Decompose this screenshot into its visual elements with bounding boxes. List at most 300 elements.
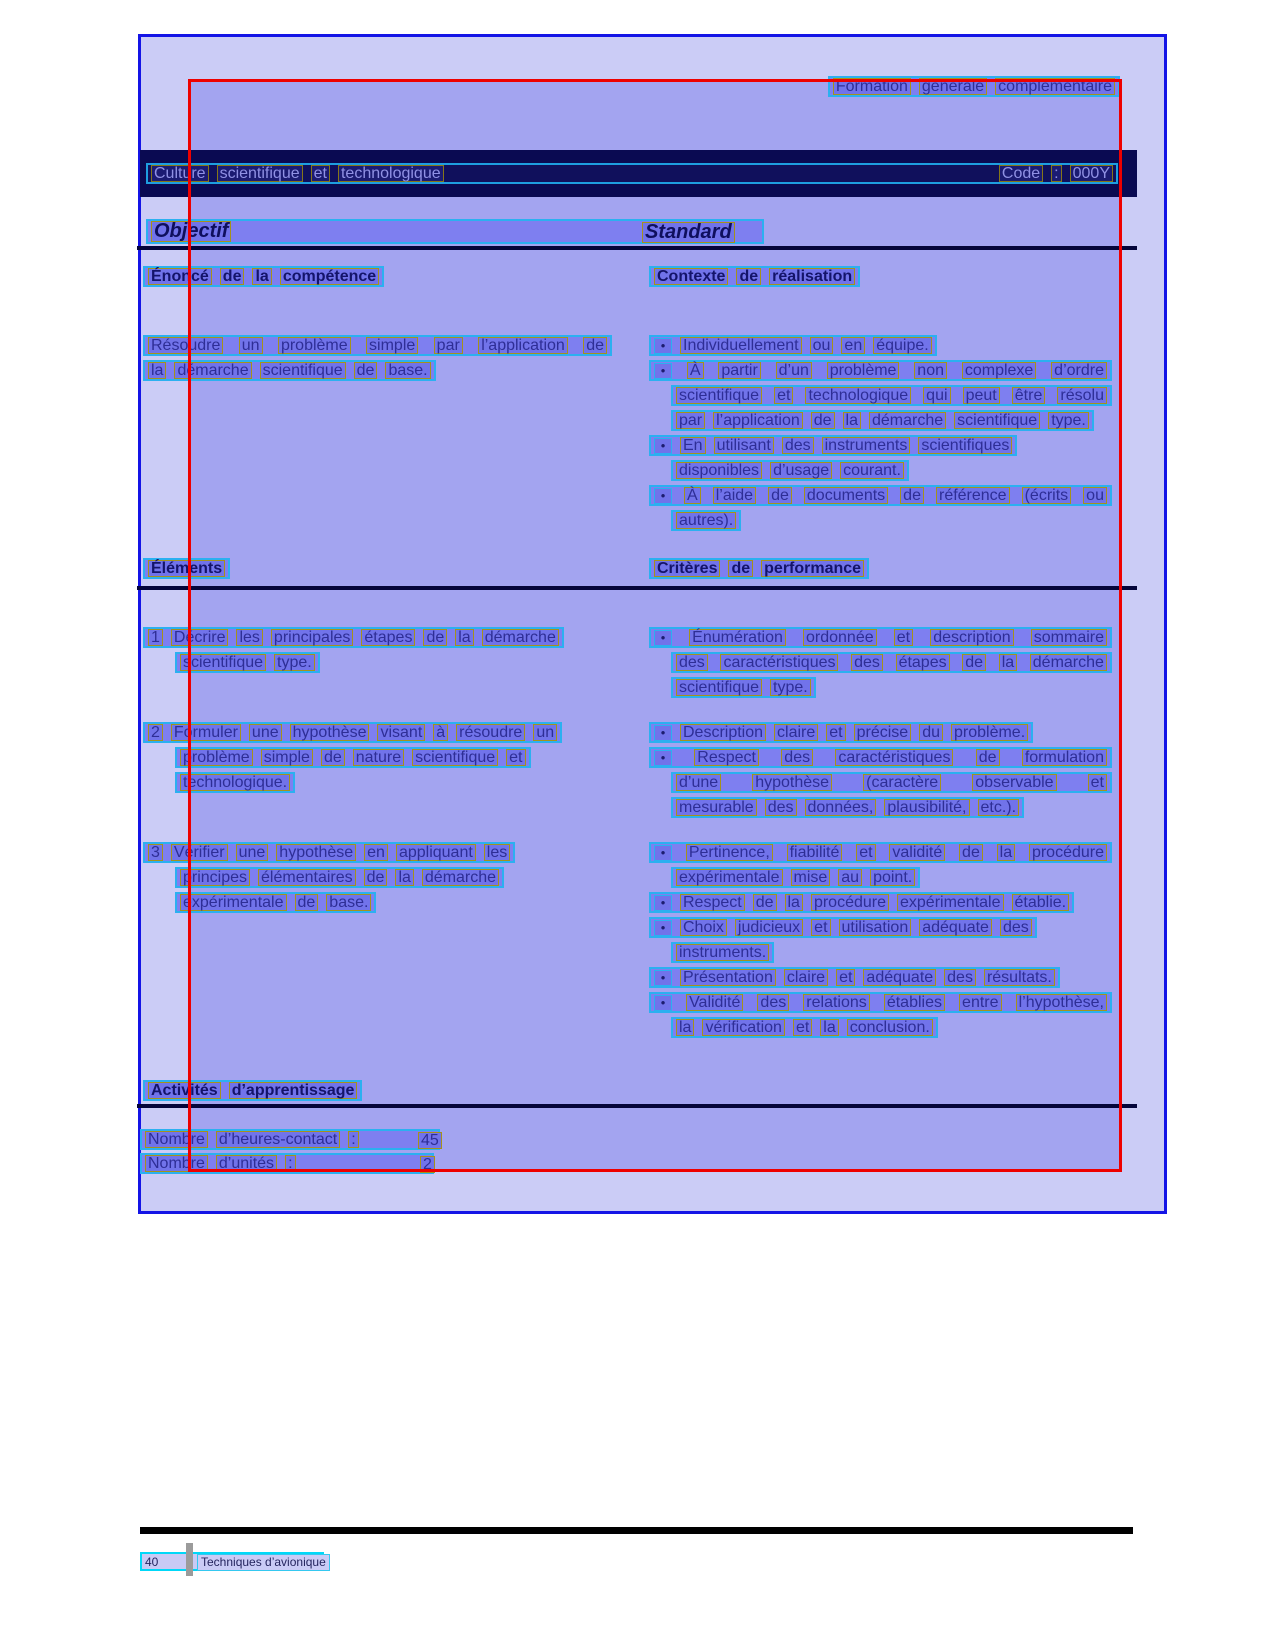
word-highlight-box: instruments: [822, 437, 911, 454]
text-line: [143, 558, 230, 583]
word-highlight-box: les: [236, 629, 262, 646]
word-highlight-box: Pertinence,: [686, 844, 773, 861]
word-highlight-box: Standard: [642, 222, 735, 243]
text-line: [671, 772, 1112, 797]
word-highlight-box: d’heures-contact: [216, 1131, 340, 1148]
word-highlight-box: réalisation: [769, 268, 855, 285]
word-highlight-box: des: [676, 654, 708, 671]
word-highlight-box: de: [423, 629, 447, 646]
line-highlight-box: [671, 772, 1112, 793]
line-highlight-box: [671, 460, 909, 481]
word-highlight-box: mesurable: [676, 799, 757, 816]
word-highlight-box: compétence: [280, 268, 379, 285]
word-highlight-box: hypothèse: [752, 774, 832, 791]
text-line: [649, 892, 1112, 917]
line-highlight-box: [649, 485, 1112, 506]
line-highlight-box: [649, 967, 1060, 988]
word-highlight-box: problème: [180, 749, 253, 766]
line-highlight-box: [649, 892, 1074, 913]
context-heading: [649, 266, 860, 291]
word-highlight-box: au: [838, 869, 862, 886]
word-highlight-box: Objectif: [151, 221, 231, 242]
bullet-icon: •: [654, 363, 672, 379]
word-highlight-box: Vérifier: [171, 844, 228, 861]
word-highlight-box: de: [753, 894, 777, 911]
text-line: [649, 435, 1112, 460]
word-highlight-box: à: [433, 724, 448, 741]
word-highlight-box: Critères: [654, 560, 720, 577]
line-highlight-box: [649, 747, 1112, 768]
column-headers: [146, 219, 764, 244]
word-highlight-box: Éléments: [148, 560, 225, 577]
word-highlight-box: la: [820, 1019, 838, 1036]
context-bullets: [649, 335, 1112, 535]
bullet-icon: •: [654, 750, 672, 766]
title-bar-line: [146, 163, 1118, 184]
word-highlight-box: par: [676, 412, 705, 429]
word-highlight-box: la: [997, 844, 1015, 861]
word-highlight-box: démarche: [869, 412, 946, 429]
text-line: [649, 266, 860, 291]
word-highlight-box: appliquant: [396, 844, 476, 861]
word-highlight-box: ou: [810, 337, 834, 354]
word-highlight-box: courant.: [840, 462, 904, 479]
word-highlight-box: expérimentale: [180, 894, 287, 911]
bullet-icon: •: [654, 338, 672, 354]
word-highlight-box: un: [239, 337, 263, 354]
word-highlight-box: la: [252, 268, 271, 285]
element-3-text: [143, 842, 515, 917]
text-line: [175, 772, 562, 797]
word-highlight-box: résoudre: [456, 724, 525, 741]
word-highlight-box: de: [295, 894, 319, 911]
criteria-3-bullets: [649, 842, 1112, 1042]
text-line: [671, 797, 1112, 822]
word-highlight-box: 45: [418, 1132, 442, 1149]
word-highlight-box: scientifique: [676, 679, 762, 696]
word-highlight-box: principales: [271, 629, 353, 646]
text-line: [649, 485, 1112, 510]
bullet-icon: •: [654, 970, 672, 986]
word-highlight-box: observable: [972, 774, 1056, 791]
text-line: [143, 360, 612, 385]
hours-contact-row: [140, 1129, 440, 1154]
word-highlight-box: base.: [385, 362, 430, 379]
word-highlight-box: une: [236, 844, 269, 861]
word-highlight-box: adéquate: [919, 919, 992, 936]
text-line: [671, 385, 1112, 410]
word-highlight-box: Formuler: [171, 724, 241, 741]
line-highlight-box: [671, 867, 920, 888]
word-highlight-box: Présentation: [680, 969, 776, 986]
word-highlight-box: caractéristiques: [720, 654, 838, 671]
word-highlight-box: performance: [761, 560, 864, 577]
word-highlight-box: un: [533, 724, 557, 741]
word-highlight-box: des: [782, 437, 814, 454]
text-line: [649, 747, 1112, 772]
word-highlight-box: par: [434, 337, 463, 354]
word-highlight-box: Respect: [694, 749, 759, 766]
text-line: [649, 722, 1112, 747]
line-highlight-box: [649, 360, 1112, 381]
word-highlight-box: démarche: [482, 629, 559, 646]
word-highlight-box: et: [774, 387, 793, 404]
word-highlight-box: la: [455, 629, 473, 646]
word-highlight-box: référence: [936, 487, 1010, 504]
word-highlight-box: (écrits: [1022, 487, 1072, 504]
word-highlight-box: problème.: [951, 724, 1028, 741]
word-highlight-box: ordonnée: [803, 629, 877, 646]
word-highlight-box: 1: [148, 629, 163, 646]
word-highlight-box: scientifique: [954, 412, 1040, 429]
word-highlight-box: simple: [366, 337, 418, 354]
word-highlight-box: procédure: [1029, 844, 1107, 861]
word-highlight-box: scientifique: [260, 362, 346, 379]
word-highlight-box: problème: [278, 337, 351, 354]
document-title: [151, 165, 444, 182]
word-highlight-box: d’apprentissage: [229, 1082, 358, 1099]
text-line: [175, 652, 564, 677]
word-highlight-box: Description: [680, 724, 766, 741]
element-2-text: [143, 722, 562, 797]
line-highlight-box: [649, 435, 1017, 456]
footer-rule: [140, 1527, 1133, 1534]
word-highlight-box: étapes: [361, 629, 415, 646]
line-highlight-box: [649, 842, 1112, 863]
word-highlight-box: hypothèse: [290, 724, 370, 741]
word-highlight-box: :: [1051, 165, 1061, 182]
word-highlight-box: établies: [884, 994, 945, 1011]
word-highlight-box: À: [684, 487, 701, 504]
word-highlight-box: 000Y: [1070, 165, 1113, 182]
word-highlight-box: scientifique: [676, 387, 762, 404]
word-highlight-box: peut: [963, 387, 1000, 404]
word-highlight-box: non: [914, 362, 947, 379]
text-line: [671, 1017, 1112, 1042]
word-highlight-box: Individuellement: [680, 337, 802, 354]
word-highlight-box: de: [728, 560, 753, 577]
text-line: [175, 747, 562, 772]
text-line: [175, 892, 515, 917]
bullet-icon: •: [654, 895, 672, 911]
word-highlight-box: etc.).: [978, 799, 1020, 816]
word-highlight-box: point.: [870, 869, 915, 886]
word-highlight-box: judicieux: [735, 919, 803, 936]
word-highlight-box: et: [1088, 774, 1107, 791]
text-line: [649, 558, 869, 583]
text-line: [649, 335, 1112, 360]
text-line: [649, 360, 1112, 385]
word-highlight-box: de: [768, 487, 792, 504]
word-highlight-box: et: [506, 749, 525, 766]
word-highlight-box: d’une: [676, 774, 721, 791]
word-highlight-box: mise: [791, 869, 831, 886]
competence-statement: [143, 335, 612, 385]
bullet-icon: •: [654, 920, 672, 936]
word-highlight-box: et: [811, 919, 830, 936]
element-1-text: [143, 627, 564, 677]
word-highlight-box: de: [959, 844, 983, 861]
word-highlight-box: scientifique: [412, 749, 498, 766]
text-line: [649, 967, 1112, 992]
word-highlight-box: (caractère: [863, 774, 941, 791]
word-highlight-box: plausibilité,: [884, 799, 969, 816]
word-highlight-box: claire: [774, 724, 818, 741]
word-highlight-box: complexe: [962, 362, 1036, 379]
text-line: [649, 842, 1112, 867]
line-highlight-box: [143, 1080, 362, 1101]
line-highlight-box: [175, 772, 295, 793]
word-highlight-box: résultats.: [984, 969, 1055, 986]
word-highlight-box: Formation: [833, 78, 911, 95]
word-highlight-box: principes: [180, 869, 250, 886]
word-highlight-box: disponibles: [676, 462, 762, 479]
word-highlight-box: scientifique: [217, 165, 303, 182]
bullet-icon: •: [654, 725, 672, 741]
line-highlight-box: [143, 558, 230, 579]
word-highlight-box: être: [1012, 387, 1046, 404]
word-highlight-box: et: [894, 629, 913, 646]
text-line: [146, 219, 764, 244]
word-highlight-box: Code: [999, 165, 1043, 182]
line-highlight-box: [649, 558, 869, 579]
word-highlight-box: des: [781, 749, 813, 766]
line-highlight-box: [671, 652, 1112, 673]
word-highlight-box: la: [843, 412, 861, 429]
word-highlight-box: et: [856, 844, 875, 861]
word-highlight-box: adéquate: [863, 969, 936, 986]
text-line: [671, 652, 1112, 677]
line-highlight-box: [143, 842, 515, 863]
word-highlight-box: type.: [274, 654, 315, 671]
line-highlight-box: [649, 992, 1112, 1013]
word-highlight-box: entre: [959, 994, 1001, 1011]
word-highlight-box: générale: [919, 78, 987, 95]
word-highlight-box: simple: [261, 749, 313, 766]
word-highlight-box: Respect: [680, 894, 745, 911]
text-line: [143, 627, 564, 652]
word-highlight-box: En: [680, 437, 706, 454]
word-highlight-box: la: [785, 894, 803, 911]
word-highlight-box: conclusion.: [847, 1019, 933, 1036]
word-highlight-box: utilisant: [714, 437, 774, 454]
word-highlight-box: Validité: [686, 994, 743, 1011]
line-highlight-box: [671, 942, 774, 963]
word-highlight-box: technologique: [805, 387, 911, 404]
word-highlight-box: scientifiques: [918, 437, 1012, 454]
word-highlight-box: Décrire: [171, 629, 229, 646]
word-highlight-box: d’ordre: [1051, 362, 1107, 379]
word-highlight-box: problème: [827, 362, 900, 379]
line-highlight-box: [671, 510, 741, 531]
word-highlight-box: Nombre: [145, 1131, 208, 1148]
line-highlight-box: [828, 76, 1120, 97]
word-highlight-box: Culture: [151, 165, 209, 182]
word-highlight-box: précise: [854, 724, 912, 741]
bullet-icon: •: [654, 845, 672, 861]
word-highlight-box: Activités: [148, 1082, 221, 1099]
line-highlight-box: [671, 677, 816, 698]
word-highlight-box: de: [220, 268, 245, 285]
bullet-icon: •: [654, 995, 672, 1011]
word-highlight-box: Résoudre: [148, 337, 223, 354]
word-highlight-box: la: [999, 654, 1017, 671]
word-highlight-box: validité: [889, 844, 945, 861]
word-highlight-box: caractéristiques: [835, 749, 953, 766]
header-note: [828, 76, 1120, 101]
word-highlight-box: démarche: [174, 362, 251, 379]
word-highlight-box: et: [826, 724, 845, 741]
word-highlight-box: :: [348, 1131, 358, 1148]
word-highlight-box: base.: [326, 894, 371, 911]
line-highlight-box: [671, 385, 1112, 406]
word-highlight-box: hypothèse: [276, 844, 356, 861]
word-highlight-box: des: [944, 969, 976, 986]
word-highlight-box: l’hypothèse,: [1016, 994, 1107, 1011]
word-highlight-box: procédure: [811, 894, 889, 911]
page-number: 40: [145, 1554, 159, 1569]
word-highlight-box: la: [395, 869, 413, 886]
word-highlight-box: et: [311, 165, 330, 182]
word-highlight-box: 3: [148, 844, 163, 861]
word-highlight-box: de: [364, 869, 388, 886]
word-highlight-box: Énoncé: [148, 268, 212, 285]
word-highlight-box: et: [836, 969, 855, 986]
text-line: [649, 627, 1112, 652]
footer-separator-bar: [186, 1543, 193, 1576]
line-highlight-box: [140, 1153, 434, 1174]
text-line: [143, 1080, 362, 1105]
word-highlight-box: la: [676, 1019, 694, 1036]
word-highlight-box: d’usage: [770, 462, 832, 479]
text-line: [143, 266, 384, 291]
word-highlight-box: l’application: [713, 412, 803, 429]
competence-heading: [143, 266, 384, 291]
word-highlight-box: de: [962, 654, 986, 671]
line-highlight-box: [175, 747, 531, 768]
bullet-icon: •: [654, 488, 672, 504]
line-highlight-box: [671, 797, 1024, 818]
line-highlight-box: [140, 1129, 440, 1150]
activities-heading: [143, 1080, 362, 1105]
units-row: [140, 1153, 434, 1178]
line-highlight-box: [143, 627, 564, 648]
line-highlight-box: [175, 867, 504, 888]
word-highlight-box: Nombre: [145, 1155, 208, 1172]
word-highlight-box: claire: [784, 969, 828, 986]
word-highlight-box: partir: [718, 362, 760, 379]
word-highlight-box: du: [919, 724, 943, 741]
word-highlight-box: formulation: [1022, 749, 1107, 766]
word-highlight-box: Énumération: [689, 629, 786, 646]
word-highlight-box: des: [757, 994, 789, 1011]
text-line: [671, 677, 1112, 702]
divider-line-2: [137, 586, 1137, 590]
line-highlight-box: [143, 266, 384, 287]
code-value: [999, 165, 1113, 182]
word-highlight-box: sommaire: [1031, 629, 1107, 646]
elements-heading: [143, 558, 230, 583]
word-highlight-box: type.: [770, 679, 811, 696]
word-highlight-box: établie.: [1012, 894, 1070, 911]
word-highlight-box: fiabilité: [787, 844, 843, 861]
line-highlight-box: [649, 722, 1033, 743]
line-highlight-box: [649, 627, 1112, 648]
line-highlight-box: [671, 410, 1094, 431]
word-highlight-box: :: [285, 1155, 295, 1172]
word-highlight-box: Choix: [680, 919, 727, 936]
text-line: [143, 335, 612, 360]
line-highlight-box: [175, 892, 376, 913]
word-highlight-box: équipe.: [873, 337, 932, 354]
word-highlight-box: résolu: [1057, 387, 1107, 404]
word-highlight-box: 2: [148, 724, 163, 741]
criteria-2-bullets: [649, 722, 1112, 822]
word-highlight-box: expérimentale: [897, 894, 1004, 911]
word-highlight-box: Contexte: [654, 268, 728, 285]
word-highlight-box: en: [841, 337, 865, 354]
word-highlight-box: de: [321, 749, 345, 766]
text-line: [143, 842, 515, 867]
criteria-1-bullets: [649, 627, 1112, 702]
word-highlight-box: nature: [353, 749, 404, 766]
word-highlight-box: de: [811, 412, 835, 429]
word-highlight-box: scientifique: [180, 654, 266, 671]
word-highlight-box: de: [354, 362, 378, 379]
word-highlight-box: instruments.: [676, 944, 769, 961]
title-bar: [140, 150, 1137, 197]
bullet-icon: •: [654, 438, 672, 454]
word-highlight-box: une: [249, 724, 282, 741]
line-highlight-box: [649, 266, 860, 287]
word-highlight-box: données,: [805, 799, 877, 816]
program-name: Techniques d’avionique: [197, 1554, 330, 1571]
text-line: [671, 867, 1112, 892]
line-highlight-box: [146, 219, 764, 244]
word-highlight-box: vérification: [702, 1019, 784, 1036]
text-line: [143, 722, 562, 747]
line-highlight-box: [649, 335, 937, 356]
word-highlight-box: ou: [1083, 487, 1107, 504]
line-highlight-box: [143, 722, 562, 743]
word-highlight-box: étapes: [896, 654, 950, 671]
word-highlight-box: de: [900, 487, 924, 504]
word-highlight-box: démarche: [422, 869, 499, 886]
word-highlight-box: de: [583, 337, 607, 354]
word-highlight-box: l’aide: [713, 487, 756, 504]
word-highlight-box: élémentaires: [258, 869, 356, 886]
line-highlight-box: [175, 652, 320, 673]
word-highlight-box: des: [851, 654, 883, 671]
text-line: [175, 867, 515, 892]
word-highlight-box: relations: [803, 994, 869, 1011]
word-highlight-box: de: [736, 268, 761, 285]
text-line: [828, 76, 1120, 101]
line-highlight-box: [671, 1017, 938, 1038]
text-line: [671, 460, 1112, 485]
bullet-icon: •: [654, 630, 672, 646]
divider-line-1: [137, 246, 1137, 250]
word-highlight-box: en: [364, 844, 388, 861]
word-highlight-box: type.: [1048, 412, 1089, 429]
text-line: [649, 917, 1112, 942]
word-highlight-box: technologique.: [180, 774, 290, 791]
criteria-heading: [649, 558, 869, 583]
text-line: [649, 992, 1112, 1017]
word-highlight-box: des: [1000, 919, 1032, 936]
word-highlight-box: expérimentale: [676, 869, 783, 886]
word-highlight-box: documents: [804, 487, 888, 504]
